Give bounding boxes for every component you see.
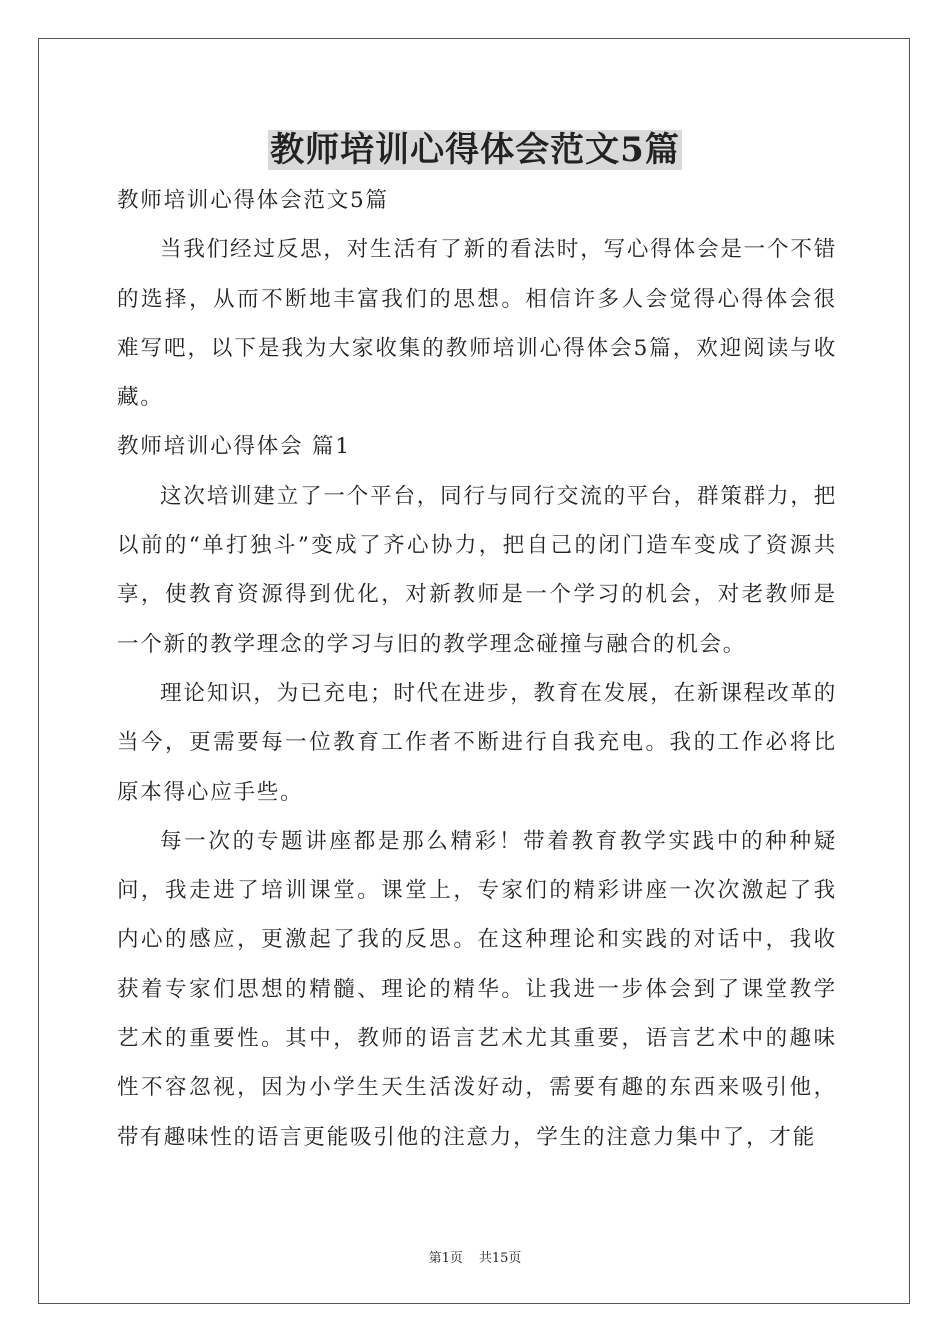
page-total: 共15页 [478, 1251, 522, 1266]
document-title-text: 教师培训心得体会范文5篇 [270, 130, 680, 170]
section-heading: 教师培训心得体会 篇1 [117, 434, 351, 460]
subtitle-heading: 教师培训心得体会范文5篇 [117, 188, 389, 213]
document-body [117, 176, 837, 1162]
body-paragraph: 每一次的专题讲座都是那么精彩！带着教育教学实践中的种种疑问，我走进了培训课堂。课堂上，专家们的精彩讲座一次次激起了我内心的感应，更激起了我的反思。在这种理论和实践的对话中，我收获着专家们思想的精髓、理论的精华。让我进一步体会到了课堂教学艺术的重要性。其中，教师的语言艺术尤其重要，语言艺术中的趣味性不容忽视，因为小学生天生活泼好动，需要有趣的东西来吸引他，带有趣味性的语言更能吸引他的注意力，学生的注意力集中了，才能 [117, 828, 837, 1150]
body-paragraph: 理论知识，为已充电；时代在进步，教育在发展，在新课程改革的当今，更需要每一位教育工作者不断进行自我充电。我的工作必将比原本得心应手些。 [117, 680, 837, 805]
page-footer [0, 1250, 950, 1268]
page-number: 第1页 [428, 1251, 463, 1266]
body-paragraph: 这次培训建立了一个平台，同行与同行交流的平台，群策群力，把以前的“单打独斗”变成了齐心协力，把自己的闭门造车变成了资源共享，使教育资源得到优化，对新教师是一个学习的机会，对老教师是一个新的教学理念的学习与旧的教学理念碰撞与融合的机会。 [117, 483, 837, 657]
document-title [0, 128, 950, 172]
intro-paragraph: 当我们经过反思，对生活有了新的看法时，写心得体会是一个不错的选择，从而不断地丰富我们的思想。相信许多人会觉得心得体会很难写吧，以下是我为大家收集的教师培训心得体会5篇，欢迎阅读与收藏。 [117, 237, 837, 411]
